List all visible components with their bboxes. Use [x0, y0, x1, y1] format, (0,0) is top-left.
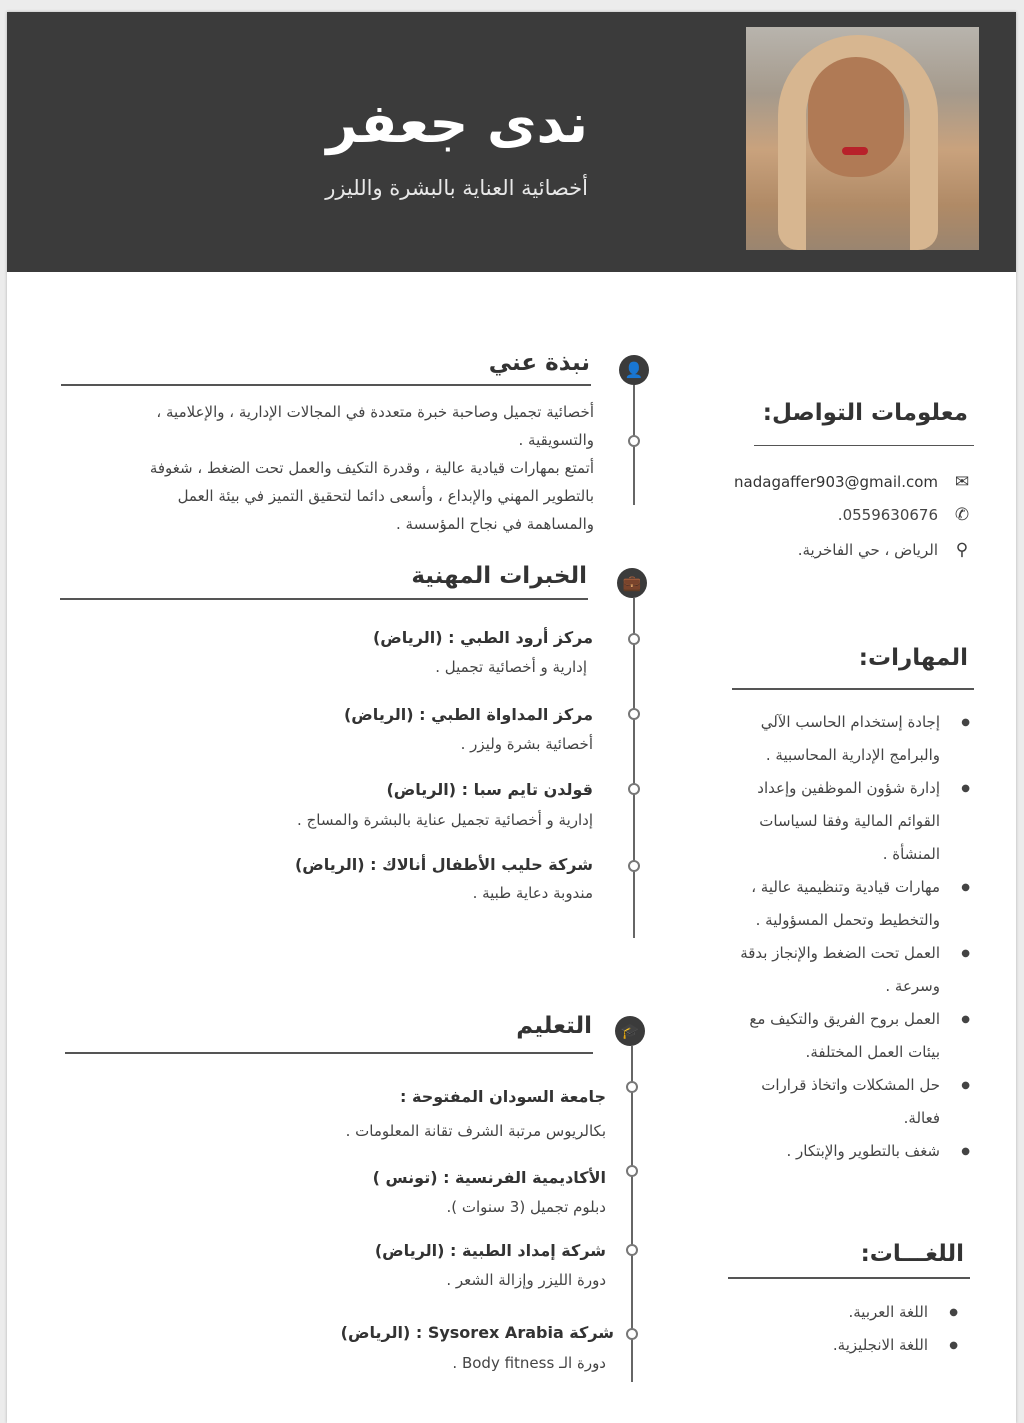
list-item: ● اللغة الانجليزية.: [833, 1329, 940, 1362]
education-detail: دورة الـ Body fitness .: [452, 1354, 606, 1372]
languages-list: [833, 1296, 940, 1362]
education-detail: دورة الليزر وإزالة الشعر .: [446, 1271, 606, 1289]
envelope-icon: ✉: [954, 472, 970, 492]
languages-heading: اللغـــات:: [860, 1241, 964, 1267]
job-title: أخصائية العناية بالبشرة والليزر: [325, 176, 588, 200]
experience-role: مندوبة دعاية طبية .: [472, 884, 593, 902]
skills-heading: المهارات:: [858, 645, 968, 671]
education-detail: دبلوم تجميل (3 سنوات ).: [446, 1198, 606, 1216]
contact-phone[interactable]: .0559630676: [837, 506, 938, 524]
list-item: ● إدارة شؤون الموظفين وإعداد القوائم المالية وفقا لسياسات المنشأة .: [740, 772, 952, 871]
about-text: أخصائية تجميل وصاحبة خبرة متعددة في المجالات الإدارية ، والإعلامية ، والتسويقية . أتمتع بمهارات قيادية عالية ، وقدرة التكيف والعمل تحت الضغط ، شغوفة بالتطوير المهني والإبداع ، وأسعى دائما لتحقيق التميز في بيئة العمل والمساهمة في نجاح المؤسسة .: [149, 403, 594, 533]
contact-email-row: [734, 472, 972, 492]
user-icon: 👤: [619, 355, 649, 385]
experience-role: إدارية و أخصائية تجميل .: [435, 658, 587, 676]
location-pin-icon: ⚲: [955, 540, 969, 560]
timeline-dot: [628, 708, 640, 720]
skills-list: [740, 706, 952, 1168]
briefcase-icon: 💼: [617, 568, 647, 598]
education-place: شركة Sysorex Arabia : (الرياض): [340, 1323, 614, 1342]
timeline-dot: [628, 633, 640, 645]
education-place: الأكاديمية الفرنسية : (تونس ): [372, 1168, 606, 1187]
languages-divider: [728, 1277, 970, 1279]
phone-icon: ✆: [954, 505, 970, 525]
about-divider: [61, 384, 591, 386]
list-item: ● العمل تحت الضغط والإنجاز بدقة وسرعة .: [740, 937, 952, 1003]
education-detail: بكالريوس مرتبة الشرف تقانة المعلومات .: [345, 1122, 606, 1140]
experience-place: مركز أرود الطبي : (الرياض): [372, 628, 593, 647]
contact-heading: معلومات التواصل:: [762, 400, 968, 426]
timeline-dot: [628, 435, 640, 447]
education-place: شركة إمداد الطبية : (الرياض): [374, 1241, 606, 1260]
experience-heading: الخبرات المهنية: [411, 563, 587, 589]
about-heading: نبذة عني: [488, 350, 590, 376]
timeline-dot: [626, 1328, 638, 1340]
list-item: ● اللغة العربية.: [833, 1296, 940, 1329]
experience-divider: [60, 598, 588, 600]
profile-photo: [746, 27, 979, 250]
timeline-dot: [626, 1081, 638, 1093]
experience-role: أخصائية بشرة وليزر .: [460, 735, 593, 753]
list-item: ● مهارات قيادية وتنظيمية عالية ، والتخطيط وتحمل المسؤولية .: [740, 871, 952, 937]
list-item: ● شغف بالتطوير والإبتكار .: [740, 1135, 952, 1168]
timeline-dot: [626, 1165, 638, 1177]
experience-place: شركة حليب الأطفال أنالاك : (الرياض): [294, 855, 593, 874]
contact-phone-row: [838, 505, 972, 525]
skills-divider: [732, 688, 974, 690]
contact-divider: [754, 445, 974, 446]
timeline-line-experience: [633, 598, 635, 938]
graduation-cap-icon: 🎓: [615, 1016, 645, 1046]
timeline-dot: [628, 783, 640, 795]
person-name: ندى جعفر: [326, 92, 588, 155]
education-divider: [65, 1052, 593, 1054]
experience-place: قولدن تايم سبا : (الرياض): [386, 780, 593, 799]
contact-address: الرياض ، حي الفاخرية.: [797, 541, 938, 559]
list-item: ● إجادة إستخدام الحاسب الآلي والبرامج الإدارية المحاسبية .: [740, 706, 952, 772]
contact-address-row: [798, 540, 972, 560]
timeline-dot: [628, 860, 640, 872]
experience-place: مركز المداواة الطبي : (الرياض): [343, 705, 593, 724]
education-place: جامعة السودان المفتوحة :: [400, 1087, 606, 1106]
education-heading: التعليم: [516, 1013, 592, 1039]
timeline-dot: [626, 1244, 638, 1256]
contact-email[interactable]: nadagaffer903@gmail.com: [734, 473, 938, 491]
experience-role: إدارية و أخصائية تجميل عناية بالبشرة والمساج .: [297, 811, 593, 829]
list-item: ● العمل بروح الفريق والتكيف مع بيئات العمل المختلفة.: [740, 1003, 952, 1069]
list-item: ● حل المشكلات واتخاذ قرارات فعالة.: [740, 1069, 952, 1135]
